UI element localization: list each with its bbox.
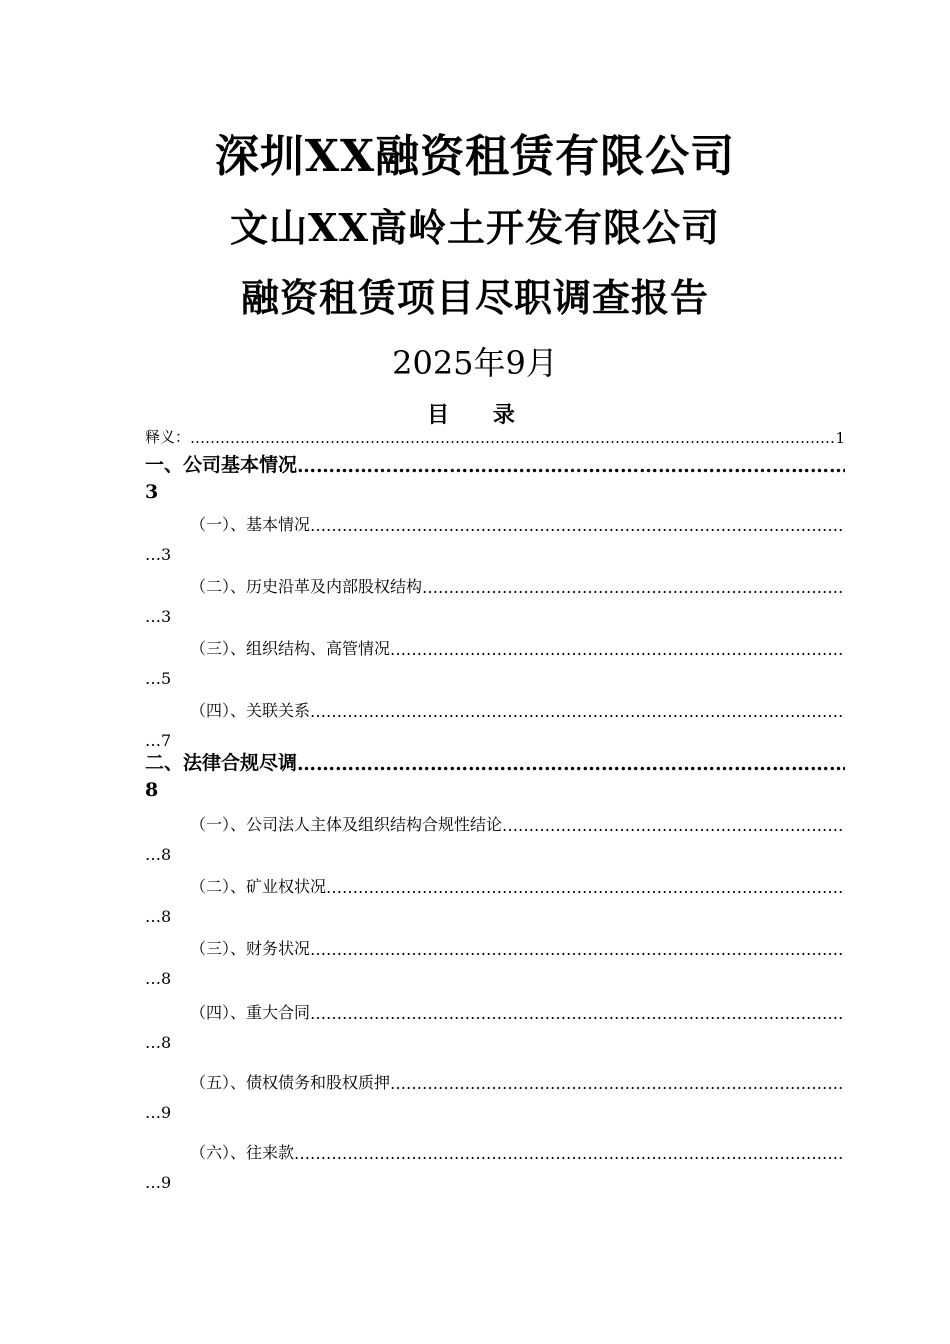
toc-subsection-entry[interactable]: [145, 874, 845, 926]
toc-entry-page: … 7: [145, 731, 845, 750]
toc-subsection-entry[interactable]: [145, 574, 845, 626]
toc-entry-page: … 9: [145, 1103, 845, 1122]
toc-entry-label: （一）、基本情况: [190, 515, 311, 534]
toc-subsection-entry[interactable]: [145, 512, 845, 564]
toc-entry-page: … 3: [145, 545, 845, 564]
toc-subsection-entry[interactable]: [145, 936, 845, 988]
toc-dot-leader: [294, 1144, 845, 1163]
toc-entry-label: 释义：: [145, 428, 191, 446]
toc-entry[interactable]: [145, 426, 845, 447]
toc-subsection-entry[interactable]: [145, 636, 845, 688]
toc-subsection-entry[interactable]: [145, 1000, 845, 1052]
toc-dot-leader: [190, 429, 835, 447]
toc-dot-leader: [310, 516, 845, 535]
toc-entry-label: （四）、重大合同: [190, 1003, 311, 1022]
toc-dot-leader: [390, 640, 845, 659]
toc-entry-page: … 8: [145, 1033, 845, 1052]
toc-entry-label: （六）、往来款: [190, 1143, 295, 1162]
toc-dot-leader: [502, 816, 845, 835]
toc-entry-label: （三）、组织结构、高管情况: [190, 639, 391, 658]
toc-entry-label: （五）、债权债务和股权质押: [190, 1073, 391, 1092]
toc-section-entry[interactable]: [145, 450, 845, 503]
toc-entry-page: … 3: [145, 607, 845, 626]
toc-subsection-entry[interactable]: [145, 1140, 845, 1192]
toc-entry-page: 8: [145, 779, 159, 801]
toc-entry-label: 一、公司基本情况: [145, 454, 298, 476]
toc-entry-page: 3: [145, 481, 159, 503]
toc-entry-label: （二）、矿业权状况: [190, 877, 327, 896]
toc-dot-leader: [326, 878, 845, 897]
toc-entry-label: （四）、关联关系: [190, 701, 311, 720]
company-title: 深圳XX融资租赁有限公司: [214, 131, 736, 182]
toc-entry-page: 1: [835, 429, 845, 447]
toc-dot-leader: [310, 940, 845, 959]
toc-entry-label: （二）、历史沿革及内部股权结构: [190, 577, 423, 596]
report-title: 融资租赁项目尽职调查报告: [240, 275, 709, 320]
toc-entry-page: … 5: [145, 669, 845, 688]
toc-section-entry[interactable]: [145, 748, 845, 801]
toc-heading: 目 录: [427, 402, 533, 428]
toc-entry-page: … 8: [145, 969, 845, 988]
toc-subsection-entry[interactable]: [145, 812, 845, 864]
toc-entry-page: … 8: [145, 907, 845, 926]
toc-entry-label: 二、法律合规尽调: [145, 752, 298, 774]
report-date: 2025年9月: [392, 344, 558, 382]
toc-entry-label: （一）、公司法人主体及组织结构合规性结论: [190, 815, 503, 834]
toc-entry-label: （三）、财务状况: [190, 939, 311, 958]
toc-subsection-entry[interactable]: [145, 1070, 845, 1122]
toc-dot-leader: [390, 1074, 845, 1093]
toc-dot-leader: [310, 702, 845, 721]
toc-dot-leader: [297, 753, 845, 775]
toc-entry-page: … 8: [145, 845, 845, 864]
project-company-title: 文山XX高岭土开发有限公司: [230, 205, 720, 250]
toc-dot-leader: [310, 1004, 845, 1023]
toc-dot-leader: [297, 455, 845, 477]
toc-subsection-entry[interactable]: [145, 698, 845, 750]
toc-dot-leader: [422, 578, 845, 597]
toc-entry-page: … 9: [145, 1173, 845, 1192]
